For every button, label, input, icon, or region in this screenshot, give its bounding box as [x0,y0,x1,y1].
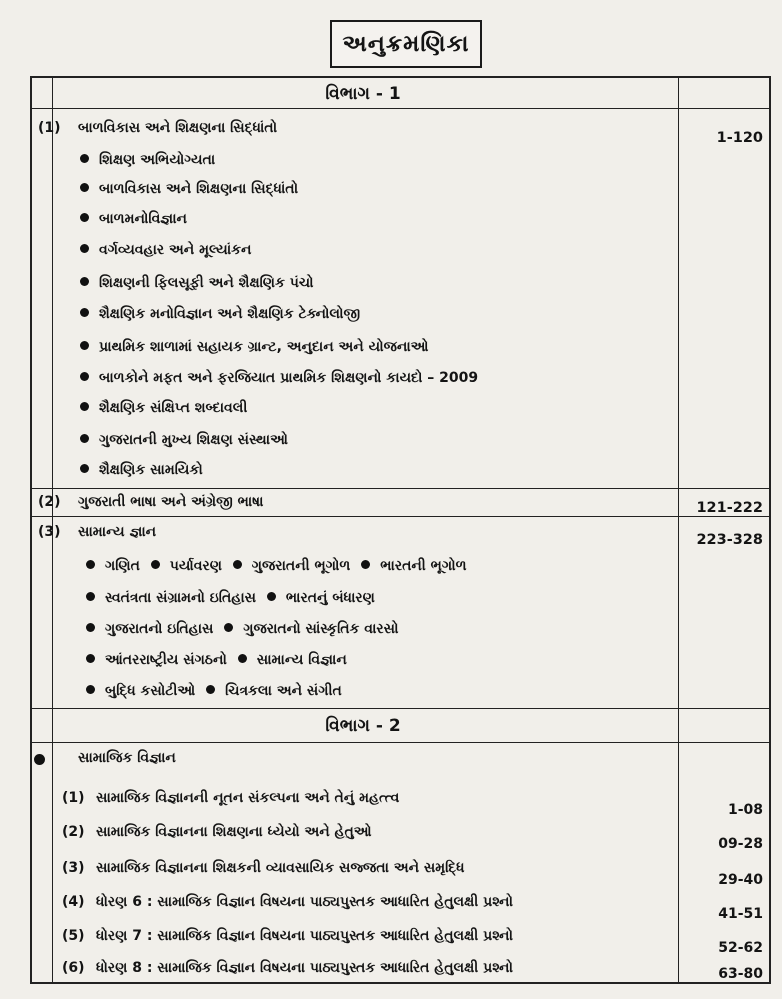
row-rule [32,108,769,109]
group-label: સામાજિક વિજ્ઞાન [78,750,176,766]
column-rule-right [678,78,679,982]
row-rule [32,708,769,709]
row-rule [32,488,769,489]
page-range: 121-222 [696,500,763,516]
item-number: (6) [62,960,85,976]
bullet-icon [151,560,160,569]
bullet-icon [80,308,89,317]
item-label: સામાજિક વિજ્ઞાનની નૂતન સંકલ્પના અને તેનું મહત્ત્વ [96,790,400,806]
bullet-icon [86,560,95,569]
row-rule [32,742,769,743]
bullet-icon [86,685,95,694]
bullet-icon [206,685,215,694]
bullet-icon [86,592,95,601]
bullet-icon [80,372,89,381]
bullet-icon [86,654,95,663]
bullet-item: બાળવિકાસ અને શિક્ષણના સિદ્ધાંતો [80,181,298,197]
item-number: (2) [62,824,85,840]
bullet-icon [80,402,89,411]
bullet-icon [80,277,89,286]
item-number: (2) [38,494,61,510]
bullet-line: બુદ્ધિ કસોટીઓ ચિત્રકલા અને સંગીત [80,683,342,699]
item-label: સામાજિક વિજ્ઞાનના શિક્ષકની વ્યાવસાયિક સજ્જતા અને સમૃદ્ધિ [96,860,465,876]
bullet-line: સ્વતંત્રતા સંગ્રામનો ઇતિહાસ ભારતનું બંધારણ [80,590,375,606]
row-rule [32,516,769,517]
page-range: 1-120 [716,130,763,146]
page-range: 223-328 [696,532,763,548]
section-heading: વિભાગ - 1 [325,84,401,104]
item-label: સામાન્ય જ્ઞાન [78,524,157,540]
bullet-item: પ્રાથમિક શાળામાં સહાયક ગ્રાન્ટ, અનુદાન અને યોજનાઓ [80,339,429,355]
bullet-line: ગુજરાતનો ઇતિહાસ ગુજરાતનો સાંસ્કૃતિક વારસો [80,621,399,637]
bullet-item: ગુજરાતની મુખ્ય શિક્ષણ સંસ્થાઓ [80,432,288,448]
bullet-icon [80,464,89,473]
bullet-icon [80,341,89,350]
page-title: અનુક્રમણિકા [330,20,482,68]
item-number: (4) [62,894,85,910]
item-number: (3) [62,860,85,876]
bullet-icon [80,244,89,253]
bullet-icon [80,213,89,222]
page-range: 1-08 [727,802,763,818]
bullet-icon [86,623,95,632]
bullet-item: શૈક્ષણિક સામયિકો [80,462,203,478]
item-number: (5) [62,928,85,944]
item-number: (1) [38,120,61,136]
bullet-icon [80,183,89,192]
bullet-item: બાળકોને મફત અને ફરજિયાત પ્રાથમિક શિક્ષણનો કાયદો – 2009 [80,370,478,386]
bullet-icon [238,654,247,663]
bullet-item: શિક્ષણ અભિયોગ્યતા [80,152,215,168]
bullet-line: ગણિત પર્યાવરણ ગુજરાતની ભૂગોળ ભારતની ભૂગોળ [80,558,467,574]
page-range: 41-51 [718,906,763,922]
bullet-item: શૈક્ષણિક મનોવિજ્ઞાન અને શૈક્ષણિક ટેક્નોલોજી [80,306,360,322]
item-label: ધોરણ 8 : સામાજિક વિજ્ઞાન વિષયના પાઠ્યપુસ્તક આધારિત હેતુલક્ષી પ્રશ્નો [96,960,513,976]
item-label: બાળવિકાસ અને શિક્ષણના સિદ્ધાંતો [78,120,278,136]
contents-table [30,76,771,984]
bullet-icon [267,592,276,601]
bullet-item: વર્ગવ્યવહાર અને મૂલ્યાંકન [80,242,251,258]
bullet-icon [34,754,45,765]
bullet-icon [80,434,89,443]
item-label: ધોરણ 6 : સામાજિક વિજ્ઞાન વિષયના પાઠ્યપુસ્તક આધારિત હેતુલક્ષી પ્રશ્નો [96,894,513,910]
bullet-item: બાળમનોવિજ્ઞાન [80,211,187,227]
page-range: 09-28 [718,836,763,852]
section-heading: વિભાગ - 2 [325,716,401,736]
bullet-icon [80,154,89,163]
bullet-item: શિક્ષણની ફિલસૂફી અને શૈક્ષણિક પંચો [80,275,314,291]
page-range: 63-80 [718,966,763,982]
page-range: 29-40 [718,872,763,888]
item-label: ધોરણ 7 : સામાજિક વિજ્ઞાન વિષયના પાઠ્યપુસ્તક આધારિત હેતુલક્ષી પ્રશ્નો [96,928,513,944]
item-number: (3) [38,524,61,540]
bullet-line: આંતરરાષ્ટ્રીય સંગઠનો સામાન્ય વિજ્ઞાન [80,652,347,668]
bullet-icon [233,560,242,569]
item-label: ગુજરાતી ભાષા અને અંગ્રેજી ભાષા [78,494,264,510]
item-number: (1) [62,790,85,806]
item-label: સામાજિક વિજ્ઞાનના શિક્ષણના ધ્યેયો અને હેતુઓ [96,824,372,840]
page-range: 52-62 [718,940,763,956]
bullet-item: શૈક્ષણિક સંક્ષિપ્ત શબ્દાવલી [80,400,247,416]
bullet-icon [361,560,370,569]
bullet-icon [224,623,233,632]
